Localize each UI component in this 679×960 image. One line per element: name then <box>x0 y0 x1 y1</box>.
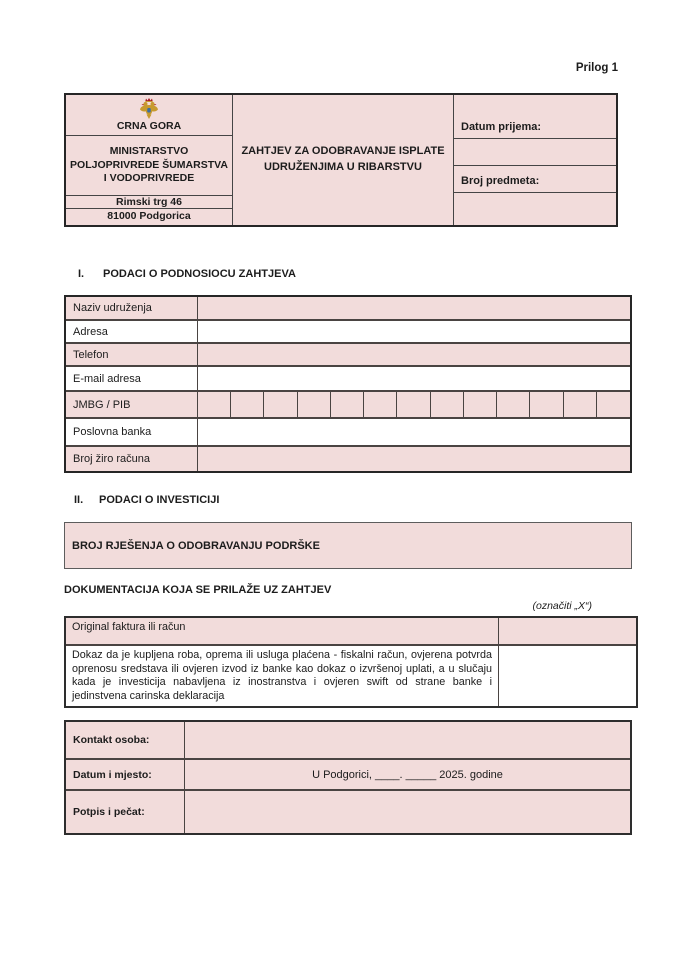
form-title: ZAHTJEV ZA ODOBRAVANJE ISPLATE UDRUŽENJIMA U RIBARSTVU <box>241 145 445 173</box>
jmbg-digit-box[interactable] <box>264 392 297 417</box>
document-item-text: Original faktura ili račun <box>66 618 499 644</box>
jmbg-digit-box[interactable] <box>564 392 597 417</box>
table-row <box>66 417 630 445</box>
contact-person-field[interactable] <box>185 722 630 758</box>
section-1-heading <box>78 268 296 280</box>
table-row <box>66 319 630 342</box>
header-office-column <box>454 95 616 225</box>
jmbg-digit-box[interactable] <box>431 392 464 417</box>
mark-x-note: (označiti „X“) <box>532 600 592 612</box>
ministry-line: I VODOPRIVREDE <box>103 172 195 185</box>
decision-number-label: BROJ RJEŠENJA O ODOBRAVANJU PODRŠKE <box>72 539 320 552</box>
case-number-field[interactable] <box>454 193 616 225</box>
form-title-cell <box>233 95 454 225</box>
case-number-label: Broj predmeta: <box>454 166 616 193</box>
table-row <box>66 297 630 319</box>
table-row <box>66 618 636 644</box>
section-2-heading <box>74 494 219 506</box>
contact-person-label: Kontakt osoba: <box>66 722 185 758</box>
field-label: Naziv udruženja <box>66 297 198 319</box>
table-row <box>66 342 630 365</box>
table-row <box>66 722 630 758</box>
phone-field[interactable] <box>198 344 630 365</box>
attachment-tag: Prilog 1 <box>575 62 618 74</box>
header-org-column <box>66 95 233 225</box>
jmbg-digit-box[interactable] <box>497 392 530 417</box>
jmbg-digit-box[interactable] <box>298 392 331 417</box>
table-row <box>66 644 636 706</box>
section-1-title: PODACI O PODNOSIOCU ZAHTJEVA <box>103 268 296 280</box>
ministry-line: POLJOPRIVREDE ŠUMARSTVA <box>70 158 228 171</box>
header-ministry-cell <box>66 136 232 197</box>
jmbg-digit-box[interactable] <box>231 392 264 417</box>
header-country: CRNA GORA <box>116 120 182 133</box>
table-row <box>66 789 630 833</box>
date-place-label: Datum i mjesto: <box>66 760 185 789</box>
section-2-numeral: II. <box>74 494 84 506</box>
table-row <box>66 390 630 417</box>
montenegro-coat-of-arms-icon <box>139 97 159 120</box>
mark-x-cell[interactable] <box>499 618 636 644</box>
field-label: Adresa <box>66 321 198 342</box>
mark-x-cell[interactable] <box>499 646 636 706</box>
email-field[interactable] <box>198 367 630 390</box>
date-place-field[interactable]: U Podgorici, ____. _____ 2025. godine <box>312 768 503 781</box>
header-table <box>64 93 618 227</box>
documentation-heading: DOKUMENTACIJA KOJA SE PRILAŽE UZ ZAHTJEV <box>64 584 332 596</box>
header-country-cell <box>66 95 232 136</box>
bank-field[interactable] <box>198 419 630 445</box>
decision-number-box[interactable] <box>64 522 632 569</box>
jmbg-digit-box[interactable] <box>464 392 497 417</box>
jmbg-digit-box[interactable] <box>397 392 430 417</box>
section-1-numeral: I. <box>78 268 85 280</box>
field-label: Broj žiro računa <box>66 447 198 471</box>
jmbg-digit-box[interactable] <box>364 392 397 417</box>
table-row <box>66 758 630 789</box>
documentation-table <box>64 616 638 708</box>
header-city: 81000 Podgorica <box>107 210 191 223</box>
field-label: Telefon <box>66 344 198 365</box>
signature-stamp-field[interactable] <box>185 791 630 833</box>
field-label: JMBG / PIB <box>66 392 198 417</box>
date-received-field[interactable] <box>454 139 616 166</box>
document-item-text: Dokaz da je kupljena roba, oprema ili usluga plaćena - fiskalni račun, ovjerena potvrda oprenosu sredstava ili ovjeren izvod iz banke kao dokaz o izvršenoj uplati, a u slučaju kada je investicija nabavljena iz inostranstva i ovjeren swift od strane banke i jedinstvena carinska deklaracija <box>66 646 499 706</box>
date-received-label: Datum prijema: <box>454 95 616 139</box>
section-2-title: PODACI O INVESTICIJI <box>99 494 220 506</box>
table-row <box>66 445 630 471</box>
signature-stamp-label: Potpis i pečat: <box>66 791 185 833</box>
jmbg-digit-box[interactable] <box>331 392 364 417</box>
association-name-field[interactable] <box>198 297 630 319</box>
field-label: E-mail adresa <box>66 367 198 390</box>
jmbg-digit-box[interactable] <box>530 392 563 417</box>
applicant-table <box>64 295 632 473</box>
jmbg-digit-box[interactable] <box>198 392 231 417</box>
jmbg-pib-boxes <box>198 392 630 417</box>
jmbg-digit-box[interactable] <box>597 392 630 417</box>
account-number-field[interactable] <box>198 447 630 471</box>
header-street: Rimski trg 46 <box>66 196 232 209</box>
signature-table <box>64 720 632 835</box>
field-label: Poslovna banka <box>66 419 198 445</box>
ministry-line: MINISTARSTVO <box>109 145 189 158</box>
table-row <box>66 365 630 390</box>
address-field[interactable] <box>198 321 630 342</box>
